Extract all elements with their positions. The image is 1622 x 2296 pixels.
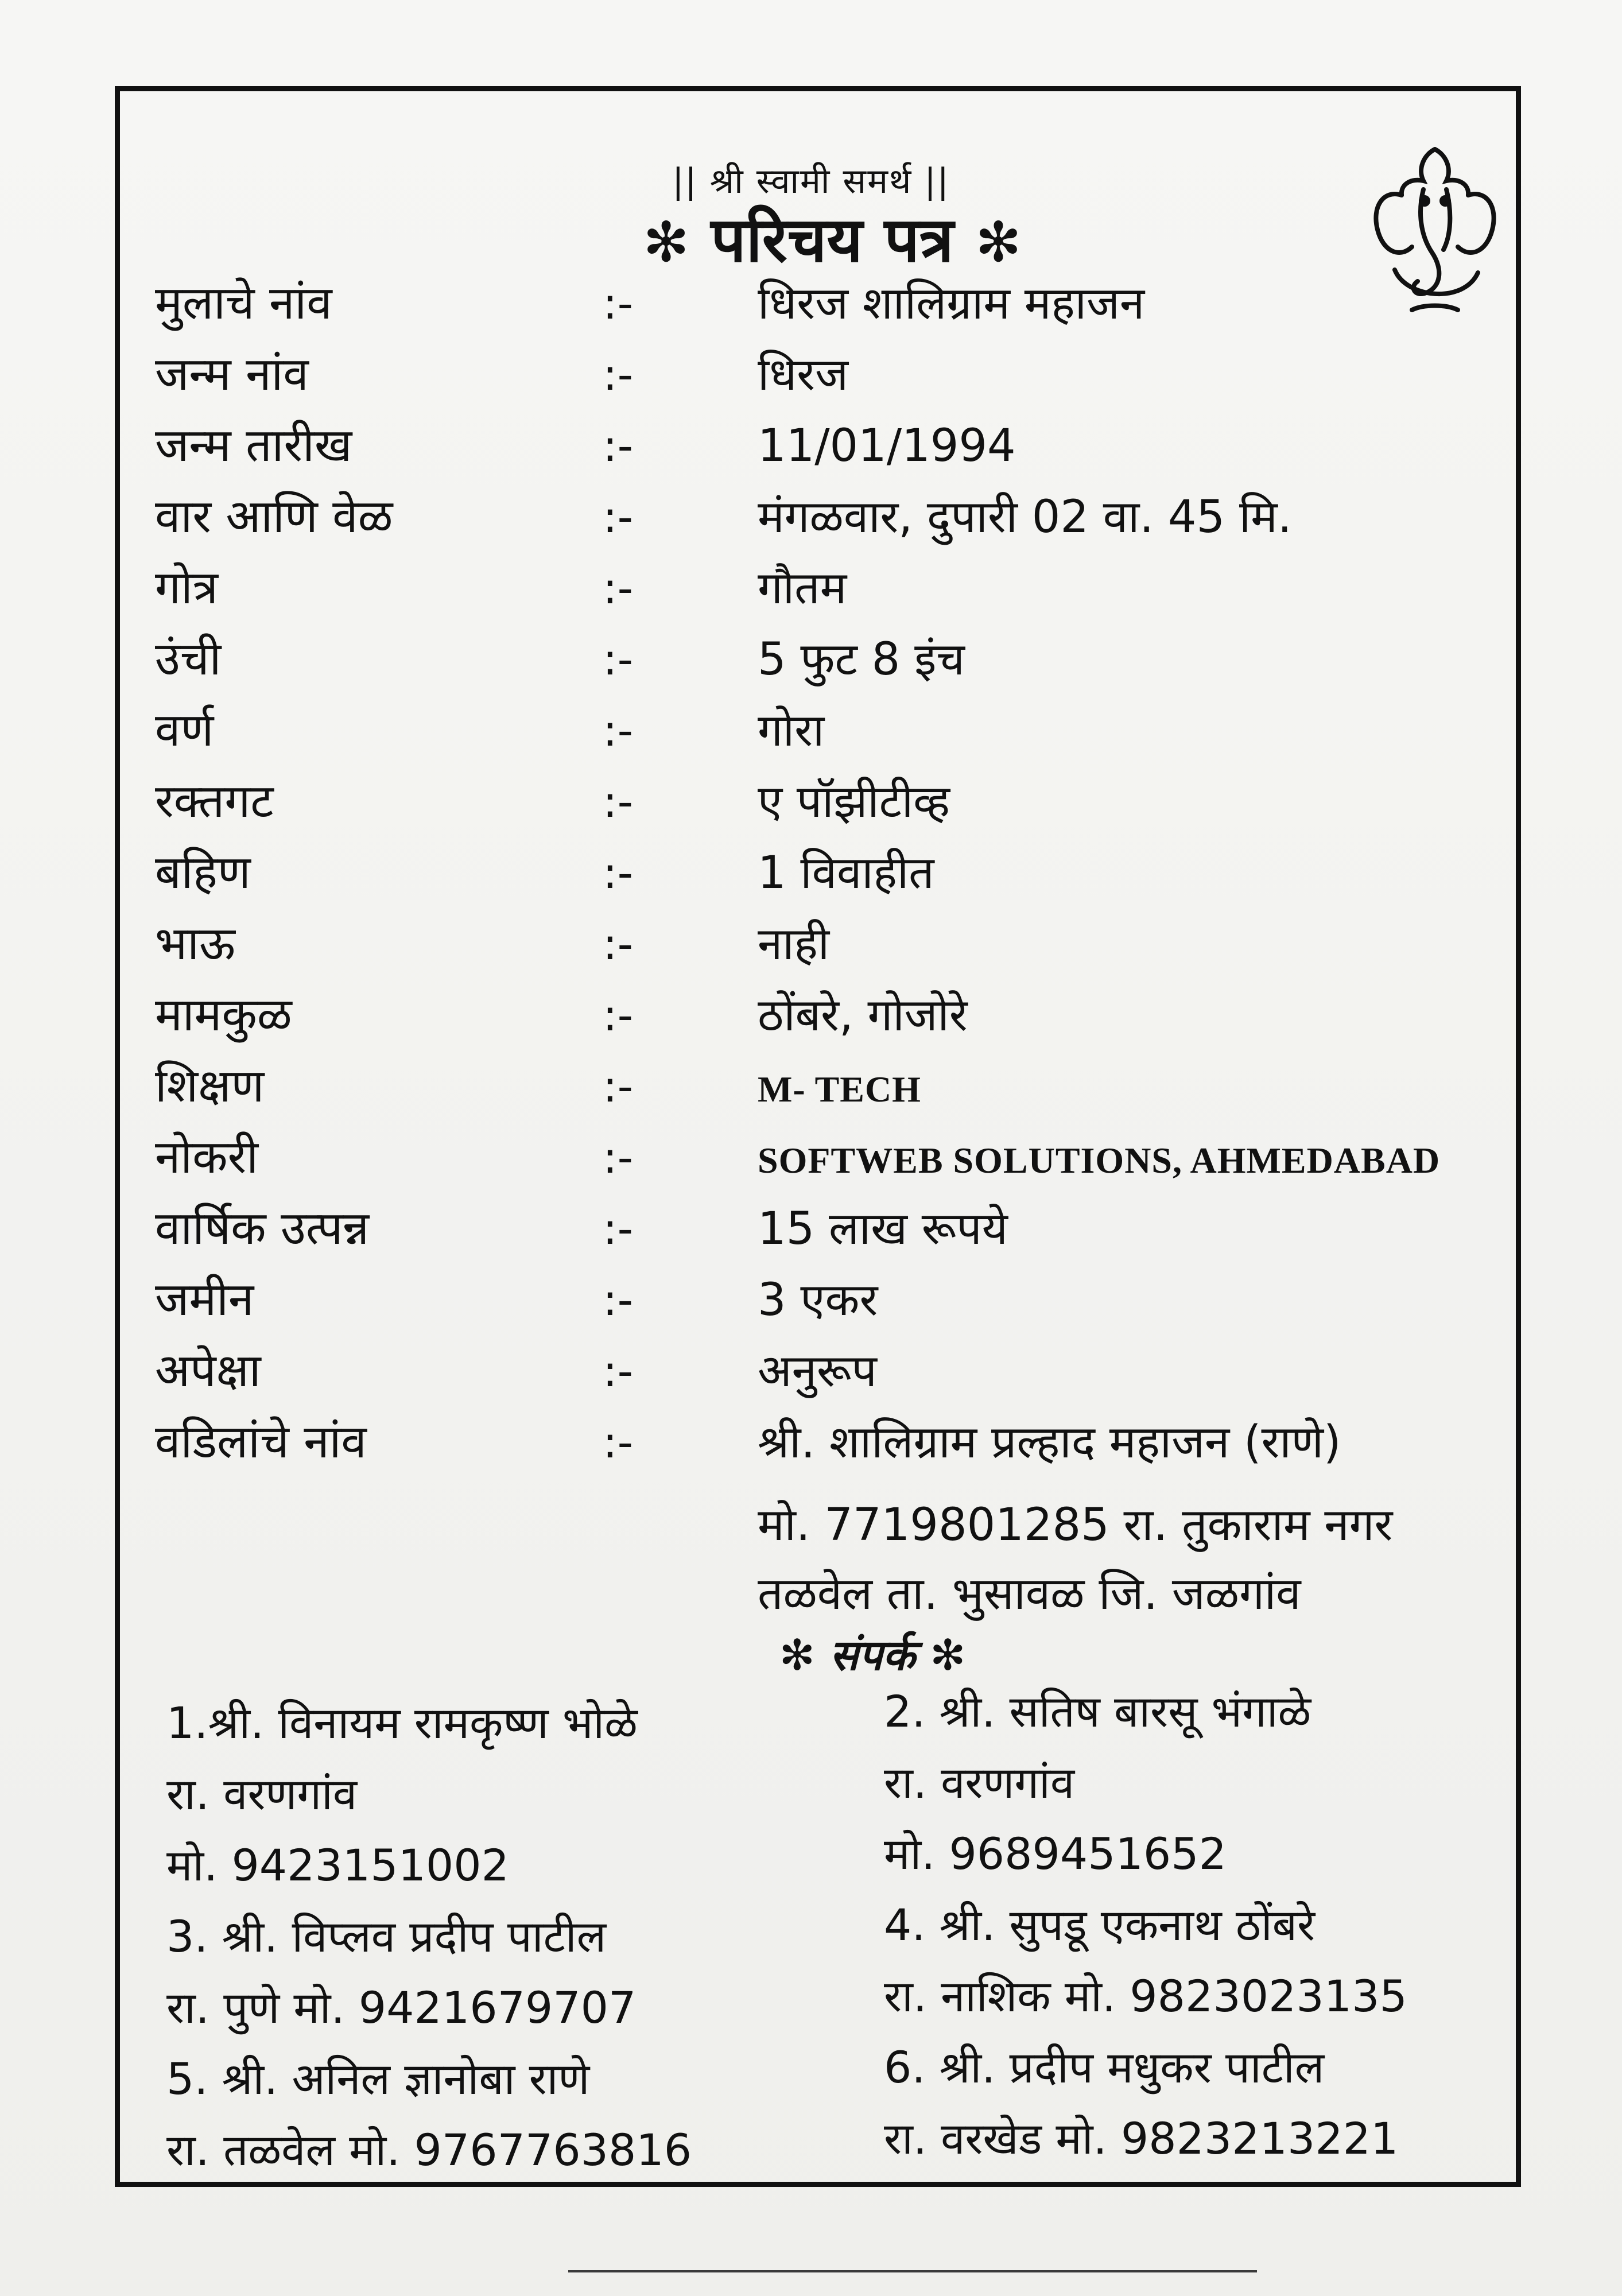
- detail-value: धिरज शालिग्राम महाजन: [758, 278, 1145, 329]
- detail-value: 1 विवाहीत: [758, 847, 934, 899]
- detail-row-gotra: [155, 554, 1504, 626]
- detail-label: वार्षिक उत्पन्न: [155, 1201, 370, 1255]
- detail-row-sister: [155, 839, 1504, 910]
- detail-value: M- TECH: [758, 1069, 921, 1110]
- detail-value: 5 फुट 8 इंच: [758, 634, 965, 685]
- detail-separator: :-: [603, 278, 634, 329]
- detail-value: SOFTWEB SOLUTIONS, AHMEDABAD: [758, 1140, 1441, 1181]
- detail-row-education: [155, 1053, 1504, 1124]
- detail-separator: :-: [603, 491, 634, 542]
- detail-row-job: [155, 1124, 1504, 1195]
- detail-row-complexion: [155, 697, 1504, 768]
- detail-label: जमीन: [155, 1273, 254, 1326]
- detail-label: जन्म तारीख: [155, 418, 352, 472]
- contact-line: मो. 9423151002: [166, 1840, 509, 1891]
- detail-value: अनुरूप: [758, 1345, 877, 1397]
- flower-ornament-icon: ✻: [779, 1631, 815, 1680]
- contact-line: 4. श्री. सुपडू एकनाथ ठोंबरे: [884, 1899, 1316, 1950]
- detail-value: ए पॉझीटीव्ह: [758, 776, 950, 828]
- detail-row-expectation: [155, 1337, 1504, 1409]
- detail-separator: :-: [603, 634, 634, 685]
- detail-value: 11/01/1994: [758, 420, 1016, 472]
- detail-value: धिरज: [758, 349, 848, 401]
- detail-value: मंगळवार, दुपारी 02 वा. 45 मि.: [758, 491, 1292, 543]
- contact-line: रा. वरखेड मो. 9823213221: [884, 2113, 1399, 2164]
- detail-separator: :-: [603, 420, 634, 471]
- detail-label: भाऊ: [155, 917, 235, 970]
- detail-label: रक्तगट: [155, 774, 274, 828]
- detail-row-name: [155, 270, 1504, 341]
- detail-separator: :-: [603, 776, 634, 827]
- detail-separator: :-: [603, 990, 634, 1041]
- detail-separator: :-: [603, 1274, 634, 1325]
- detail-label: नोकरी: [155, 1130, 258, 1184]
- contact-line: 1.श्री. विनायम रामकृष्ण भोळे: [166, 1697, 638, 1748]
- detail-separator: :-: [603, 1203, 634, 1254]
- detail-label: शिक्षण: [155, 1059, 265, 1112]
- detail-row-birth-date: [155, 412, 1504, 483]
- detail-separator: :-: [603, 563, 634, 614]
- detail-value: 15 लाख रूपये: [758, 1203, 1008, 1255]
- detail-label: जन्म नांव: [155, 347, 309, 401]
- contact-line: रा. तळवेल मो. 9767763816: [166, 2124, 692, 2175]
- detail-row-blood-group: [155, 768, 1504, 839]
- contact-line: 2. श्री. सतिष बारसू भंगाळे: [884, 1686, 1311, 1737]
- detail-separator: :-: [603, 1345, 634, 1397]
- detail-label: वार आणि वेळ: [155, 490, 393, 543]
- detail-label: मामकुळ: [155, 988, 292, 1041]
- detail-row-height: [155, 626, 1504, 697]
- detail-label: बहिण: [155, 846, 251, 899]
- invocation-line: || श्री स्वामी समर्थ ||: [672, 161, 950, 201]
- contact-line: 3. श्री. विप्लव प्रदीप पाटील: [166, 1911, 607, 1962]
- detail-label: वर्ण: [155, 703, 214, 757]
- contacts-left-column: [166, 1688, 692, 2186]
- detail-separator: :-: [603, 918, 634, 969]
- title-text: परिचय पत्र: [711, 204, 954, 276]
- detail-separator: :-: [603, 1132, 634, 1183]
- detail-row-brother: [155, 910, 1504, 982]
- detail-value: नाही: [758, 918, 830, 970]
- details-list: [155, 270, 1504, 1480]
- contact-line: रा. वरणगांव: [166, 1768, 358, 1820]
- flower-ornament-icon: ✻: [643, 210, 689, 274]
- contact-title-text: संपर्क: [829, 1631, 915, 1680]
- detail-separator: :-: [603, 847, 634, 898]
- detail-label: अपेक्षा: [155, 1344, 261, 1397]
- detail-row-land: [155, 1266, 1504, 1337]
- detail-label: गोत्र: [155, 561, 218, 614]
- detail-row-maternal-family: [155, 982, 1504, 1053]
- contact-line: रा. नाशिक मो. 9823023135: [884, 1971, 1407, 2022]
- detail-value: गौतम: [758, 563, 847, 614]
- contact-line: रा. पुणे मो. 9421679707: [166, 1982, 637, 2033]
- contact-section-title: [729, 1624, 1016, 1682]
- contact-line: 5. श्री. अनिल ज्ञानोबा राणे: [166, 2053, 590, 2104]
- page-edge-shadow: [568, 2270, 1257, 2272]
- contact-line: 6. श्री. प्रदीप मधुकर पाटील: [884, 2042, 1325, 2093]
- detail-separator: :-: [603, 349, 634, 400]
- father-address-line: तळवेल ता. भुसावळ जि. जळगांव: [758, 1568, 1301, 1620]
- father-address-line: मो. 7719801285 रा. तुकाराम नगर: [758, 1499, 1393, 1551]
- flower-ornament-icon: ✻: [930, 1631, 966, 1680]
- detail-row-father-name: [155, 1409, 1504, 1480]
- contacts-right-column: [884, 1676, 1407, 2174]
- detail-separator: :-: [603, 1417, 634, 1468]
- detail-separator: :-: [603, 705, 634, 756]
- detail-label: उंची: [155, 632, 222, 685]
- contact-line: मो. 9689451652: [884, 1828, 1227, 1879]
- detail-label: मुलाचे नांव: [155, 276, 332, 329]
- detail-separator: :-: [603, 1061, 634, 1112]
- detail-value: श्री. शालिग्राम प्रल्हाद महाजन (राणे): [758, 1417, 1341, 1468]
- contact-line: रा. वरणगांव: [884, 1757, 1075, 1808]
- page-title: [603, 195, 1062, 280]
- detail-value: गोरा: [758, 705, 825, 757]
- detail-row-income: [155, 1195, 1504, 1266]
- detail-value: ठोंबरे, गोजोरे: [758, 990, 968, 1041]
- detail-label: वडिलांचे नांव: [155, 1415, 367, 1468]
- detail-row-day-time: [155, 483, 1504, 554]
- detail-row-birth-name: [155, 341, 1504, 412]
- detail-value: 3 एकर: [758, 1274, 878, 1326]
- flower-ornament-icon: ✻: [975, 210, 1022, 274]
